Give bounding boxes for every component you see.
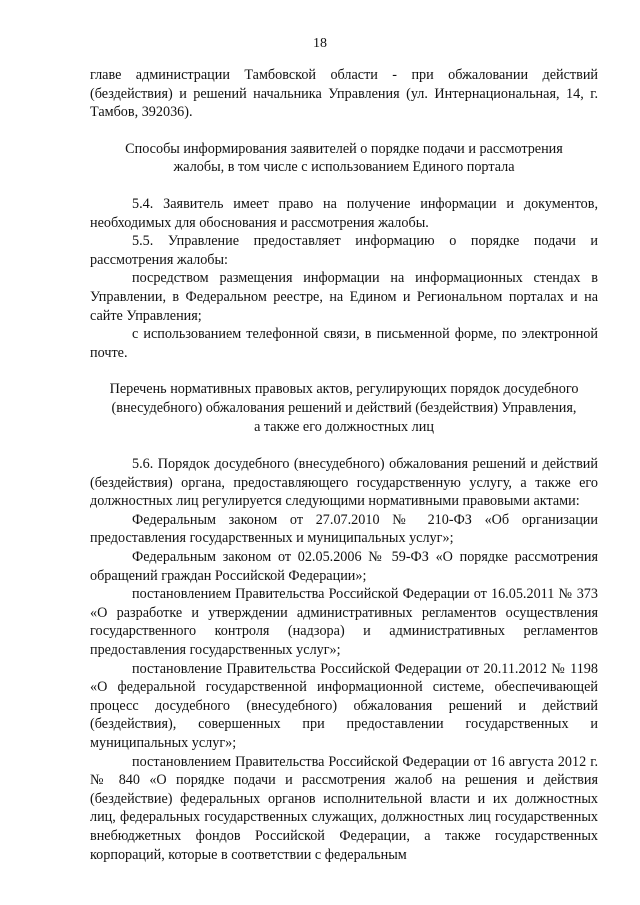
legal-act-59-fz: Федеральным законом от 02.05.2006 № 59-ФЗ «О порядке рассмотрения обращений граждан Российской Федерации»; <box>90 549 598 584</box>
page-content <box>90 66 598 864</box>
legal-act-210-fz: Федеральным законом от 27.07.2010 № 210-ФЗ «Об организации предоставления государственных и муниципальных услуг»; <box>90 511 598 547</box>
legal-act-1198: постановление Правительства Российской Федерации от 20.11.2012 № 1198 «О федеральной государственной информационной системе, обеспечивающей процесс досудебного (внесудебного) обжалования решений и действий (бездействия), совершенных при предоставлении государственных и муниципальных услуг»; <box>90 660 598 751</box>
intro-paragraph: главе администрации Тамбовской области - при обжаловании действий (бездействия) и решений начальника Управления (ул. Интернациональная, 14, г. Тамбов, 392036). <box>90 67 598 121</box>
list-item-info-stands: посредством размещения информации на информационных стендах в Управлении, в Федеральном реестре, на Едином и Региональном порталах и на сайте Управления; <box>90 270 598 324</box>
legal-act-373: постановлением Правительства Российской Федерации от 16.05.2011 № 373 «О разработке и утверждении административных регламентов осуществления государственного контроля (надзора) и административных регламентов предоставления государственных услуг»; <box>90 586 598 659</box>
page-number: 18 <box>313 36 327 51</box>
section-heading-informing-line1: Способы информирования заявителей о порядке подачи и рассмотрения <box>125 140 563 157</box>
section-heading-legal-acts-line2: (внесудебного) обжалования решений и действий (бездействия) Управления, <box>111 399 577 416</box>
section-heading-legal-acts <box>90 380 598 436</box>
paragraph-5-4: 5.4. Заявитель имеет право на получение информации и документов, необходимых для обоснования и рассмотрения жалобы. <box>90 195 598 231</box>
list-item-phone: с использованием телефонной связи, в письменной форме, по электронной почте. <box>90 326 598 361</box>
section-heading-informing <box>90 140 598 177</box>
legal-act-840: постановлением Правительства Российской Федерации от 16 августа 2012 г. № 840 «О порядке подачи и рассмотрения жалоб на решения и действия (бездействие) федеральных органов исполнительной власти и их должностных лиц, федеральных государственных служащих, должностных лиц государственных внебюджетных фондов Российской Федерации, а также государственных корпораций, которые в соответствии с федеральным <box>90 753 598 863</box>
section-heading-legal-acts-line1: Перечень нормативных правовых актов, регулирующих порядок досудебного <box>109 381 579 398</box>
section-heading-legal-acts-line3: а также его должностных лиц <box>254 418 434 435</box>
paragraph-5-6: 5.6. Порядок досудебного (внесудебного) обжалования решений и действий (бездействия) органа, предоставляющего государственную услугу, а также его должностных лиц регулируется следующими нормативными правовыми актами: <box>90 456 598 510</box>
paragraph-5-5: 5.5. Управление предоставляет информацию о порядке подачи и рассмотрения жалобы: <box>90 233 598 268</box>
section-heading-informing-line2: жалобы, в том числе с использованием Единого портала <box>173 159 515 176</box>
